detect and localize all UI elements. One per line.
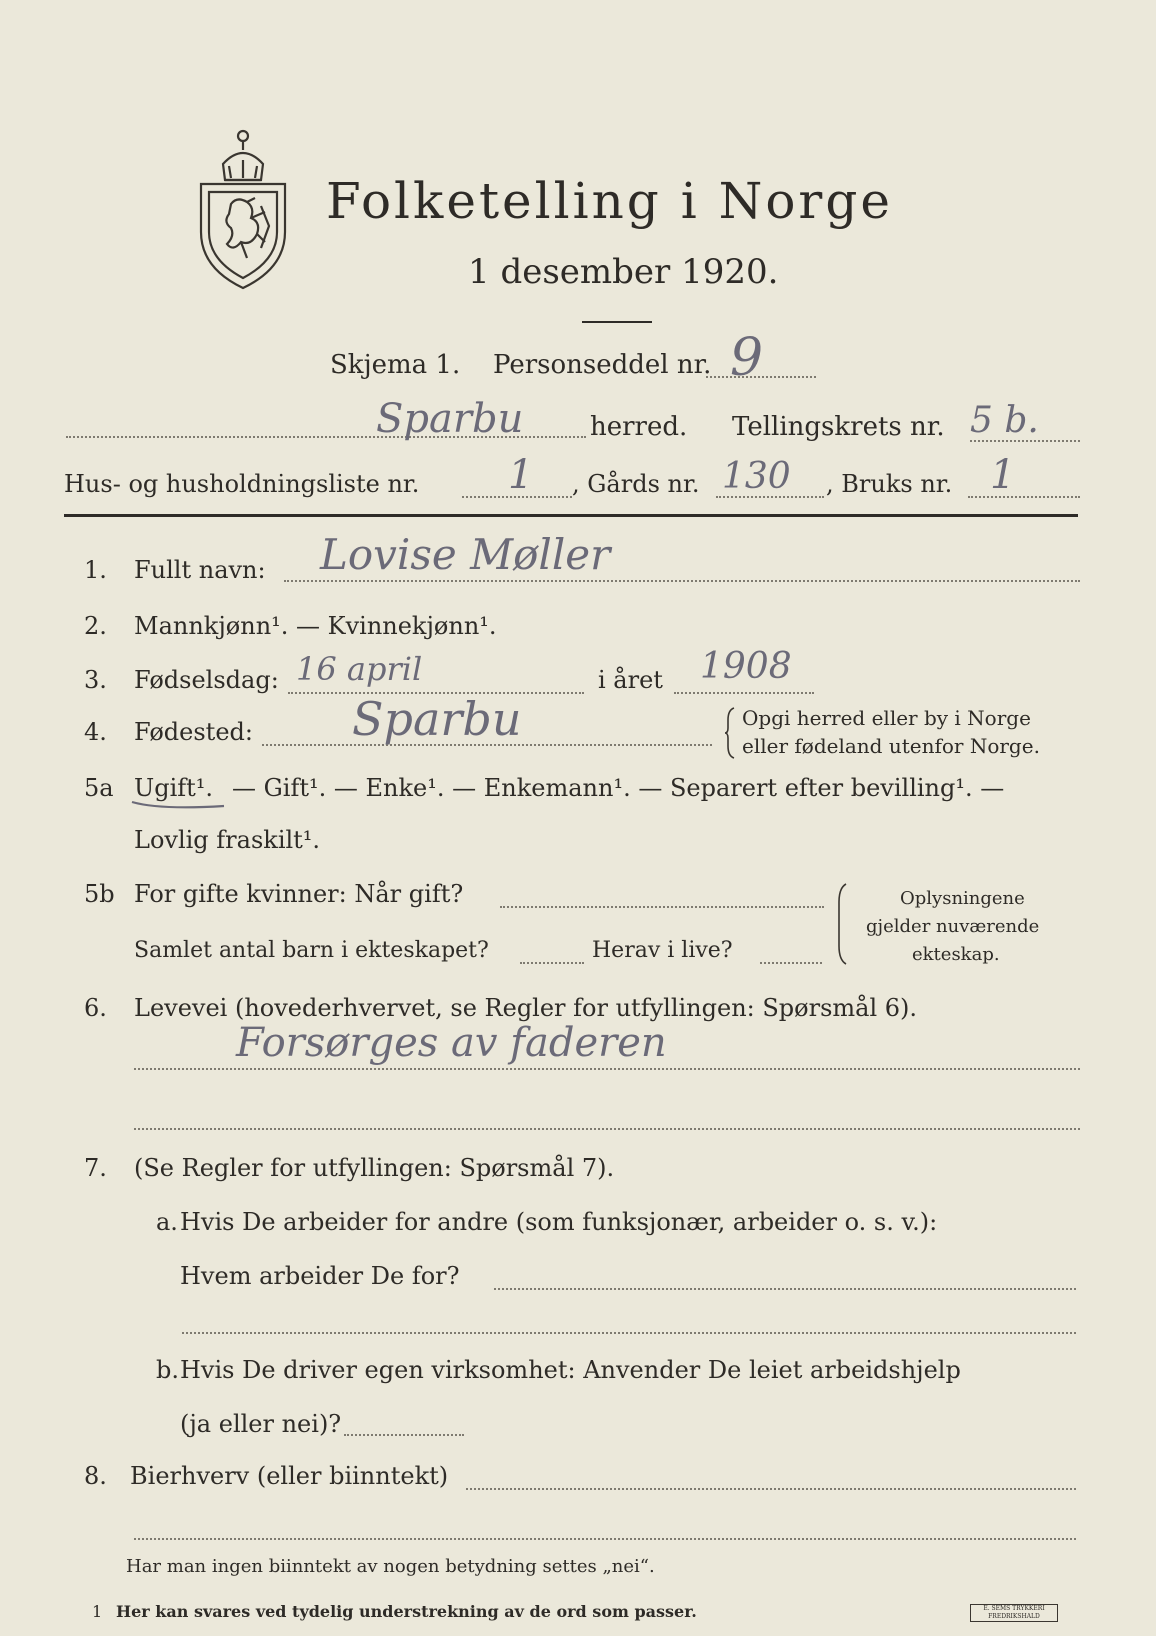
q3-year-value: 1908 [700,646,792,687]
q4-value: Sparbu [352,692,522,746]
gards-label: , Gårds nr. [572,470,700,498]
q5a-options: — Gift¹. — Enke¹. — Enkemann¹. — Separert efter bevilling¹. — [232,774,1005,802]
q3-year-line [674,692,814,694]
bruks-line [968,496,1080,498]
q1-label: Fullt navn: [134,556,266,584]
q5b-alive-line [760,962,822,964]
q5a-line2: Lovlig fraskilt¹. [134,826,321,854]
bruks-label: , Bruks nr. [826,470,953,498]
q6-value: Forsørges av faderen [236,1020,667,1066]
census-date: 1 desember 1920. [468,252,779,292]
header-rule [64,514,1078,517]
q6-line1 [134,1068,1080,1070]
q7b-answer-line [344,1434,464,1436]
hus-value: 1 [508,452,534,498]
q1-value: Lovise Møller [320,530,611,579]
tellingskrets-label: Tellingskrets nr. [732,412,945,442]
q5b-number: 5b [84,880,115,908]
q5b-label: For gifte kvinner: Når gift? [134,880,464,908]
tellingskrets-value: 5 b. [970,400,1039,441]
personseddel-label: Personseddel nr. [493,350,712,380]
q7a-label: Hvis De arbeider for andre (som funksjonær, arbeider o. s. v.): [180,1208,938,1236]
q7-label: (Se Regler for utfyllingen: Spørsmål 7). [134,1154,615,1182]
title-divider [582,321,652,323]
q6-number: 6. [84,994,107,1022]
q7a-employer-line [494,1288,1076,1290]
q1-line [284,580,1080,582]
q2-number: 2. [84,612,107,640]
hus-label: Hus- og husholdningsliste nr. [64,470,420,498]
q6-line2 [134,1128,1080,1130]
q3-number: 3. [84,666,107,694]
q7-number: 7. [84,1154,107,1182]
q4-number: 4. [84,718,107,746]
q7b-line2: (ja eller nei)? [180,1410,342,1438]
q5b-note-line1: Oplysningene [900,888,1025,909]
q5b-note-bracket [836,882,848,966]
footnote-text: Her kan svares ved tydelig understrekning av de ord som passer. [116,1602,697,1621]
q5a-ugift-underline [130,798,226,812]
q6-label: Levevei (hovederhvervet, se Regler for utfyllingen: Spørsmål 6). [134,994,918,1022]
norwegian-lion-crest-icon [195,122,291,292]
q5b-when-line [500,906,824,908]
herred-label: herred. [590,412,688,442]
q5b-herav: Herav i live? [592,938,733,963]
q5b-note-line3: ekteskap. [912,944,1000,965]
gards-value: 130 [722,456,791,497]
q1-number: 1. [84,556,107,584]
q5b-note-line2: gjelder nuværende [866,916,1040,937]
q7a-letter: a. [156,1208,178,1236]
q3-value: 16 april [296,650,423,688]
footer-note: Har man ingen biinntekt av nogen betydning settes „nei“. [126,1556,655,1577]
q4-note-brace [724,706,736,760]
q7b-label: Hvis De driver egen virksomhet: Anvender De leiet arbeidshjelp [180,1356,961,1384]
q8-line1 [466,1488,1076,1490]
q2-label: Mannkjønn¹. — Kvinnekjønn¹. [134,612,497,640]
bruks-value: 1 [990,452,1016,498]
q5b-line2: Samlet antal barn i ekteskapet? [134,938,489,963]
skjema-label: Skjema 1. [330,350,461,380]
q8-line2 [134,1538,1076,1540]
q4-note-line2: eller fødeland utenfor Norge. [742,734,1040,758]
q7a-employer-line2 [182,1332,1076,1334]
q8-number: 8. [84,1462,107,1490]
printer-stamp: E. SEMS TRYKKERI FREDRIKSHALD [970,1604,1058,1622]
page-title: Folketelling i Norge [326,172,893,230]
q5a-number: 5a [84,774,114,802]
q5b-children-line [520,962,584,964]
q8-label: Bierhverv (eller biinntekt) [130,1462,449,1490]
q7a-line2: Hvem arbeider De for? [180,1262,460,1290]
q3-year-label: i året [598,666,663,694]
herred-value: Sparbu [376,396,524,442]
footnote-number: 1 [92,1602,103,1621]
q7b-letter: b. [156,1356,179,1384]
q4-note-line1: Opgi herred eller by i Norge [742,706,1031,730]
q4-label: Fødested: [134,718,253,746]
personseddel-value: 9 [730,328,764,388]
q3-label: Fødselsdag: [134,666,279,694]
q5a-ugift: Ugift¹. [134,774,214,802]
